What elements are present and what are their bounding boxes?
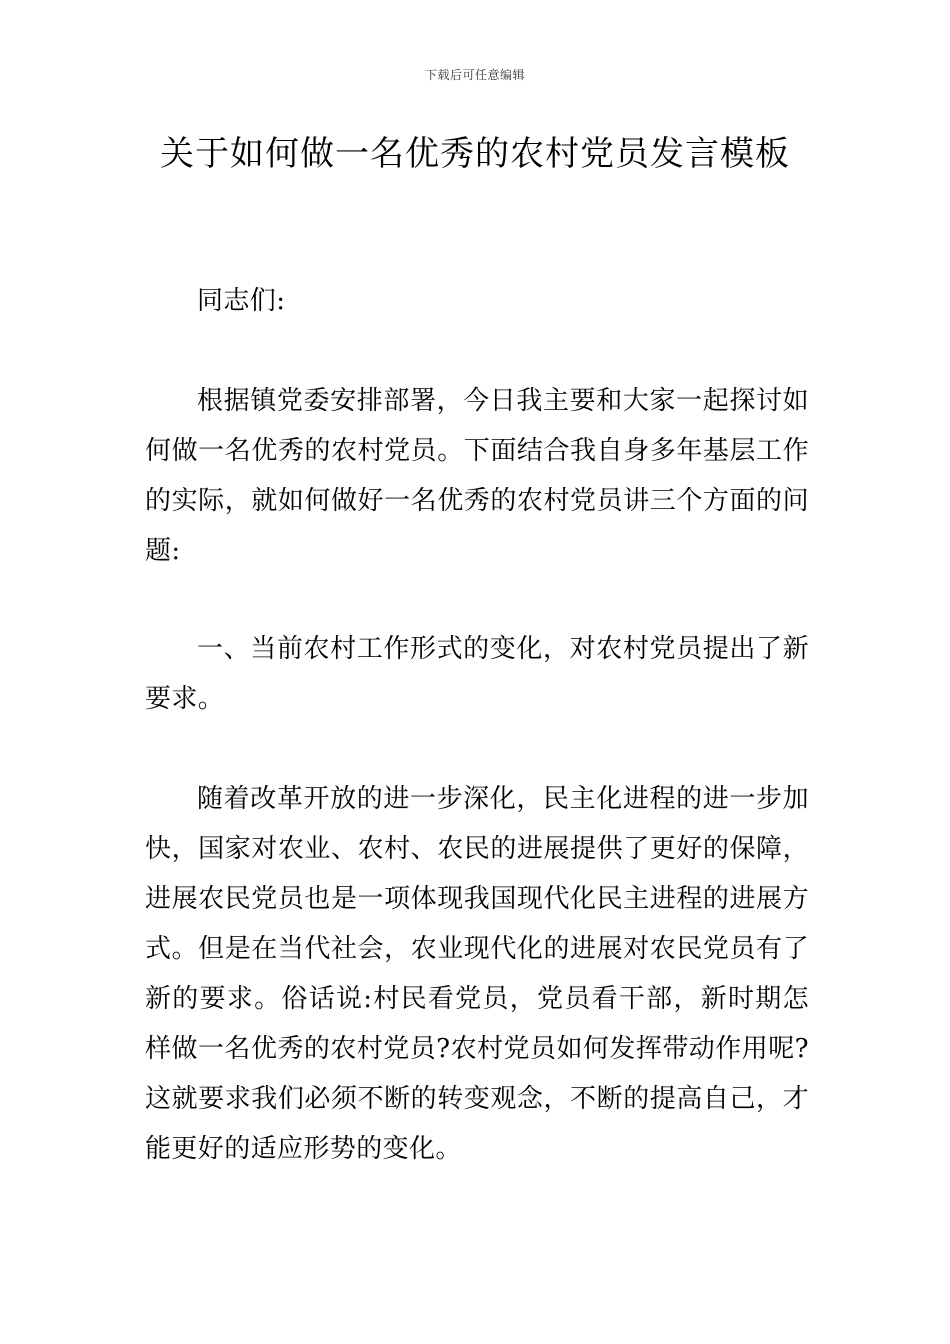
section-1-heading: 一、当前农村工作形式的变化，对农村党员提出了新要求。 <box>145 634 809 714</box>
intro-paragraph: 根据镇党委安排部署，今日我主要和大家一起探讨如何做一名优秀的农村党员。下面结合我自身多年基层工作的实际，就如何做好一名优秀的农村党员讲三个方面的问题: <box>145 386 809 566</box>
greeting-paragraph: 同志们: <box>197 286 286 316</box>
header-note: 下载后可任意编辑 <box>424 68 525 82</box>
document-title: 关于如何做一名优秀的农村党员发言模板 <box>160 134 790 174</box>
section-1-body-paragraph: 随着改革开放的进一步深化，民主化进程的进一步加快，国家对农业、农村、农民的进展提供了更好的保障，进展农民党员也是一项体现我国现代化民主进程的进展方式。但是在当代社会，农业现代化的进展对农民党员有了新的要求。俗话说:村民看党员，党员看干部，新时期怎样做一名优秀的农村党员?农村党员如何发挥带动作用呢?这就要求我们必须不断的转变观念，不断的提高自己，才能更好的适应形势的变化。 <box>145 784 809 1164</box>
